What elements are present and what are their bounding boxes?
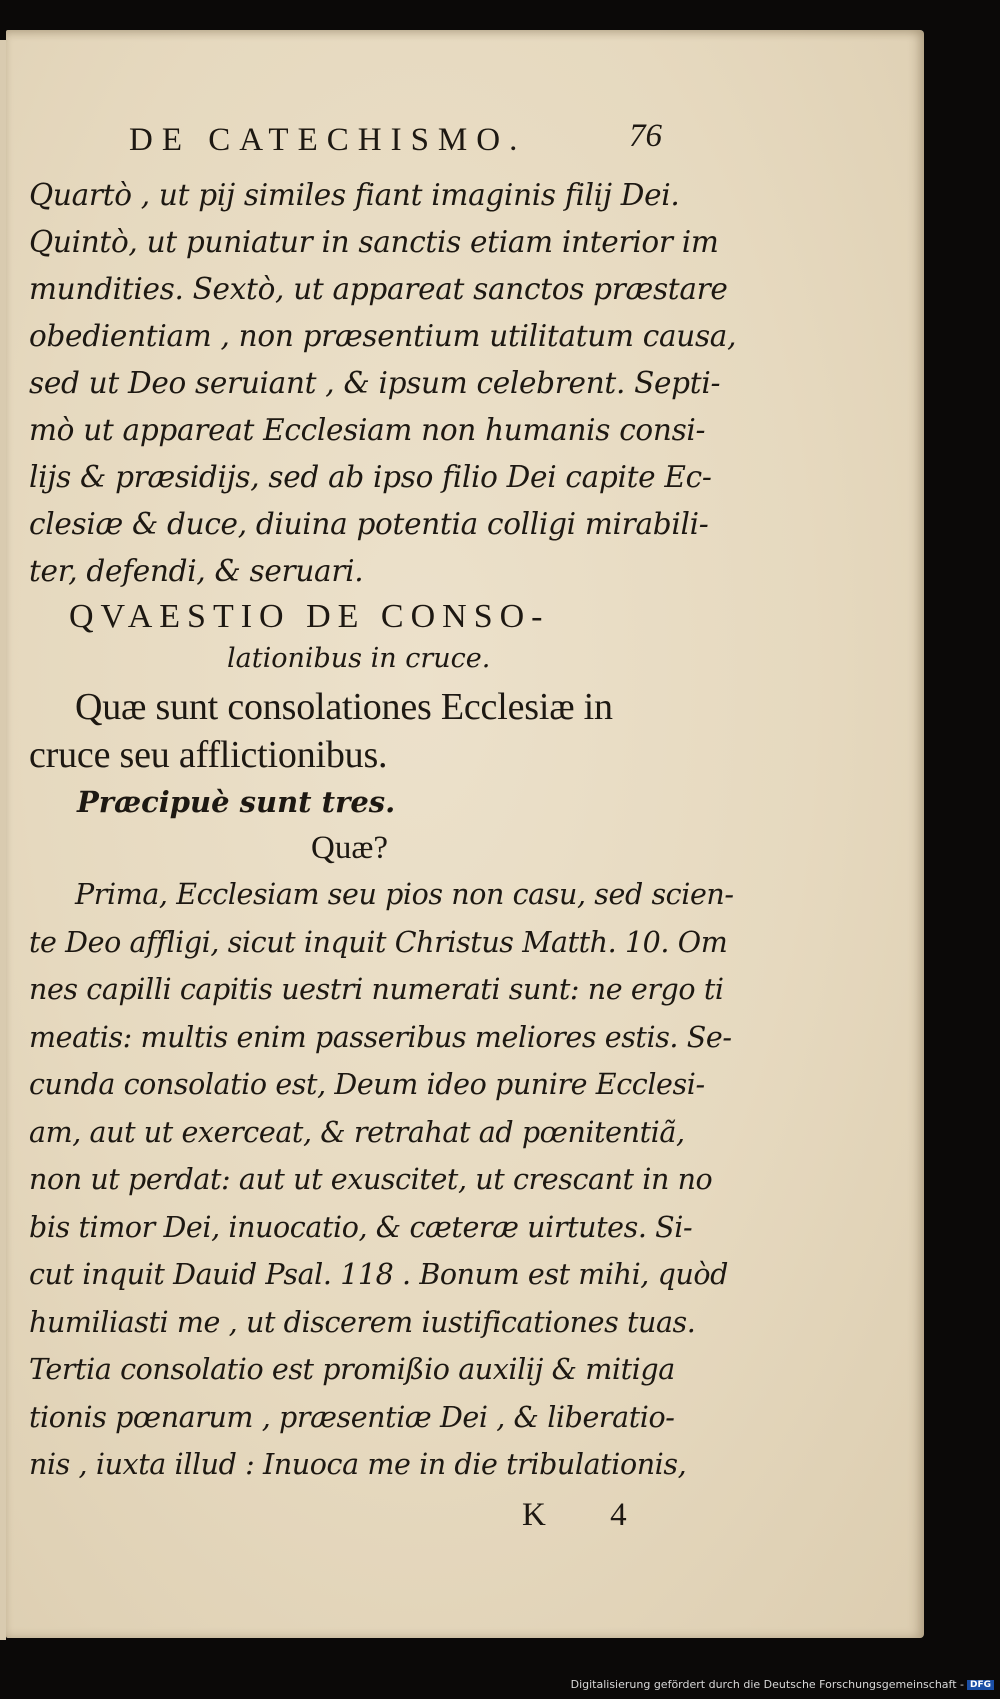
paragraph-line: meatis: multis enim passeribus meliores estis. Se- xyxy=(29,1020,732,1054)
page-number: 76 xyxy=(629,118,662,154)
question-line: cruce seu afflictionibus. xyxy=(29,734,388,776)
book-page xyxy=(6,30,924,1638)
paragraph-line: nes capilli capitis uestri numerati sunt: ne ergo ti xyxy=(29,973,724,1006)
paragraph-line: cunda consolatio est, Deum ideo punire Ecclesi- xyxy=(29,1068,705,1101)
text-line: Quintò, ut puniatur in sanctis etiam interior im xyxy=(29,225,719,259)
text-line: clesiæ & duce, diuina potentia colligi mirabili- xyxy=(29,507,709,541)
running-title: DE CATECHISMO. xyxy=(129,122,527,158)
question-line: Quæ sunt consolationes Ecclesiæ in xyxy=(75,686,613,728)
section-subheading: lationibus in cruce. xyxy=(227,643,491,674)
text-line: Quartò , ut pij similes fiant imaginis filij Dei. xyxy=(29,178,680,212)
text-line: mò ut appareat Ecclesiam non humanis consi- xyxy=(29,413,706,447)
text-line: lijs & præsidijs, sed ab ipso filio Dei capite Ec- xyxy=(29,460,712,494)
paragraph-line: tionis pœnarum , præsentiæ Dei , & liberatio- xyxy=(29,1400,675,1434)
signature-mark: K 4 xyxy=(522,1496,655,1533)
paragraph-line: cut inquit Dauid Psal. 118 . Bonum est mihi, quòd xyxy=(29,1258,729,1291)
page-text-block xyxy=(29,118,737,1549)
paragraph-line: non ut perdat: aut ut exuscitet, ut crescant in no xyxy=(29,1163,713,1196)
credit-text: Digitalisierung gefördert durch die Deutsche Forschungsgemeinschaft - xyxy=(570,1678,964,1691)
signature-mark-row xyxy=(29,1489,689,1549)
text-line: mundities. Sextò, ut appareat sanctos præstare xyxy=(29,272,728,306)
paragraph-line: humiliasti me , ut discerem iustificationes tuas. xyxy=(29,1305,696,1339)
paragraph-line: bis timor Dei, inuocatio, & cæteræ uirtutes. Si- xyxy=(29,1210,693,1244)
digitization-credit xyxy=(571,1678,994,1691)
paragraph-line: Tertia consolatio est promißio auxilij & mitiga xyxy=(29,1353,675,1386)
dfg-logo: DFG xyxy=(967,1680,994,1690)
paragraph-line: te Deo affligi, sicut inquit Christus Matth. 10. Om xyxy=(29,925,728,959)
text-line: ter, defendi, & seruari. xyxy=(29,554,364,588)
paragraph-line: Prima, Ecclesiam seu pios non casu, sed scien- xyxy=(75,878,734,911)
paragraph-line: nis , iuxta illud : Inuoca me in die tribulationis, xyxy=(29,1448,687,1481)
answer-line: Præcipuè sunt tres. xyxy=(77,785,396,819)
text-line: obedientiam , non præsentium utilitatum causa, xyxy=(29,319,737,353)
sub-question: Quæ? xyxy=(311,830,388,866)
text-line: sed ut Deo seruiant , & ipsum celebrent. Septi- xyxy=(29,366,721,400)
running-head xyxy=(29,118,689,172)
section-heading: QVAESTIO DE CONSO- xyxy=(69,598,550,635)
paragraph-line: am, aut ut exerceat, & retrahat ad pœnitentiã, xyxy=(29,1115,685,1149)
